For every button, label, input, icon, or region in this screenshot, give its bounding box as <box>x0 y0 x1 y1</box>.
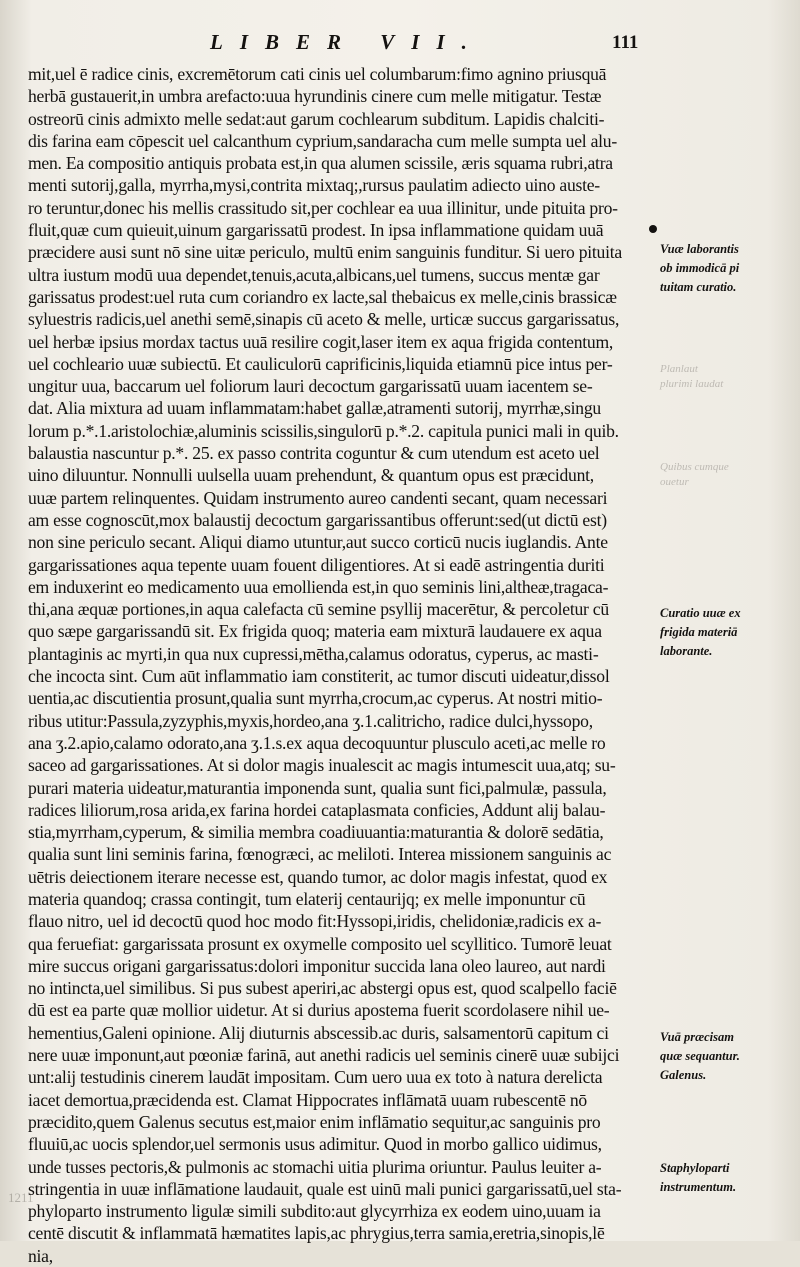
text-line: herbā gustauerit,in umbra arefacto:uua hyrundinis cinere cum melle mitigatur. Testæ <box>28 86 602 107</box>
margin-note-line: Vuæ laborantis <box>660 242 739 256</box>
bleed-through-text <box>660 460 780 490</box>
text-line: gargarissationes aqua tepente uuam fouent diligentiores. At si eadē astringentia duriti <box>28 554 605 575</box>
margin-note <box>660 604 796 661</box>
paragraph-marker-icon <box>649 225 657 233</box>
text-line: uētris deiectionem iterare necesse est, quando tumor, ac dolor magis infestat, quod ex <box>28 866 608 887</box>
text-line: qua feruefiat: gargarissata prosunt ex oxymelle composito uel scyllitico. Tumorē leuat <box>28 933 612 954</box>
bleed-through-line: plurimi laudat <box>660 378 724 390</box>
margin-note <box>660 1028 796 1085</box>
text-line: radices liliorum,rosa arida,ex farina hordei cataplasmata conficies, Addunt alij balau- <box>28 799 606 820</box>
text-line: che incocta sint. Cum aūt inflammatio iam constiterit, ac tumor discuti uideatur,dissol <box>28 666 610 687</box>
margin-note-line: Curatio uuæ ex <box>660 606 741 620</box>
text-line: fluit,quæ cum quieuit,uinum gargarissatū prodest. In ipsa inflammatione quidam uuā <box>28 220 604 241</box>
text-line: ungitur uua, baccarum uel foliorum lauri decoctum gargarissatū uuam iacentem se- <box>28 376 593 397</box>
margin-note-line: tuitam curatio. <box>660 280 737 294</box>
text-line: uuæ partem relinquentes. Quidam instrumento aureo candenti secant, quam necessari <box>28 487 608 508</box>
text-line: dis farina eam cōpescit uel calcanthum cyprium,sandaracha cum melle sumpta uel alu- <box>28 130 617 151</box>
margin-note-line: instrumentum. <box>660 1180 737 1194</box>
margin-note <box>660 240 796 297</box>
text-line: mit,uel ē radice cinis, excremētorum cati cinis uel columbarum:fimo agnino priusquā <box>28 64 607 84</box>
running-head: LIBER VII. <box>210 30 484 54</box>
text-line: em induxerint eo medicamento uua emollienda est,in quo seminis lini,altheæ,tragaca- <box>28 576 609 597</box>
text-line: non sine periculo secant. Aliqui diamo utuntur,aut succo corticū nucis iuglandis. Ante <box>28 532 608 553</box>
text-line: præcidito,quem Galenus secutus est,maior enim inflāmatio sequitur,ac sanguinis pro <box>28 1111 601 1132</box>
main-text-block <box>28 63 660 1267</box>
text-line: balaustia nascuntur p.*. 25. ex passo contrita coguntur & cum utendum est aceto uel <box>28 443 600 464</box>
text-line: dū est ea parte quæ mollior uidetur. At si durius apostema fuerit scordolasere nihil ue- <box>28 1000 610 1021</box>
text-line: centē discutit & inflammatā hæmatites lapis,ac phrygius,terra samia,eretria,sinopis,lē <box>28 1223 605 1244</box>
text-line: ribus utitur:Passula,zyzyphis,myxis,hordeo,ana ʒ.1.calitricho, radice dulci,hyssopo, <box>28 710 593 731</box>
text-line: syluestris radicis,uel anethi semē,sinapis cū aceto & melle, urticæ succus gargarissatus, <box>28 309 620 330</box>
text-line: uentia,ac discutientia prosunt,qualia sunt myrrha,crocum,ac cyperus. At nostri mitio- <box>28 688 603 709</box>
text-line: unt:alij testudinis cinerem laudāt impositam. Cum uero uua ex toto à natura derelicta <box>28 1067 603 1088</box>
text-line: menti sutorij,galla, myrrha,mysi,contrita mixtaq;,rursus paulatim adiecto uino auste- <box>28 175 600 196</box>
text-line: lorum p.*.1.aristolochiæ,aluminis scissilis,singulorū p.*.2. capitula punici mali in quib. <box>28 420 619 441</box>
text-line: uel cochleario uuæ subiectū. Et cauliculorū caprificinis,liquida etiamnū pice intus per- <box>28 353 613 374</box>
text-line: ana ʒ.2.apio,calamo odorato,ana ʒ.1.s.ex aqua decoquuntur plusculo aceti,ac melle ro <box>28 732 606 753</box>
text-line: ultra iustum modū uua dependet,tenuis,acuta,albicans,uel tumens, succus mentæ gar <box>28 264 600 285</box>
bleed-through-text <box>660 362 780 392</box>
text-line: unde tusses pectoris,& pulmonis ac stomachi uitia plurima oriuntur. Paulus leuiter a- <box>28 1156 602 1177</box>
margin-note-line: frigida materiā <box>660 625 738 639</box>
text-line: ostreorū cinis admixto melle sedat:aut garum cochlearum subditum. Lapidis chalciti- <box>28 108 605 129</box>
bleed-through-line: ouetur <box>660 476 689 488</box>
text-line: præcidere ausi sunt nō sine uitæ periculo, multū enim sanguinis funditur. Si uero pituita <box>28 242 622 263</box>
margin-note-line: Staphyloparti <box>660 1161 730 1175</box>
margin-note-line: quæ sequantur. <box>660 1049 740 1063</box>
text-line: no intincta,uel similibus. Si pus subest aperiri,ac abstergi opus est, quod scalpello faciē <box>28 978 617 999</box>
text-line: stia,myrrham,cyperum, & similia membra coadiuuantia:maturantia & dolorē sedātia, <box>28 822 604 843</box>
margin-note <box>660 1159 796 1197</box>
text-line: flauo nitro, uel id decoctū quod hoc modo fit:Hyssopi,iridis, chelidoniæ,radicis ex a- <box>28 911 602 932</box>
text-line: nia, <box>28 1245 53 1266</box>
margin-note-line: laborante. <box>660 644 713 658</box>
page-number: 111 <box>612 32 639 53</box>
text-line: quo sæpe gargarissandū sit. Ex frigida quoq; materia eam mixturā laudauere ex aqua <box>28 621 602 642</box>
text-line: iacet demortua,præcidenda est. Clamat Hippocrates inflāmatā uuam rubescentē nō <box>28 1089 587 1110</box>
text-line: plantaginis ac myrti,in qua nux cupressi,mētha,calamus odoratus, cyperus, ac masti- <box>28 643 599 664</box>
text-line: thi,ana æquæ portiones,in aqua calefacta cū semine psyllij macerētur, & percoletur cū <box>28 599 609 620</box>
text-line: garissatus prodest:uel ruta cum coriandro ex lacte,sal thebaicus ex melle,cinis brassicæ <box>28 286 617 307</box>
text-line: uel herbæ ipsius mordax tactus uuā resilire cogit,laser item ex aqua frigida contentum, <box>28 331 614 352</box>
text-line: purari materia uideatur,maturantia imponenda sunt, qualia sunt fici,palmulæ, passula, <box>28 777 607 798</box>
text-line: nere uuæ imponunt,aut pœoniæ farinā, aut anethi radicis uel seminis cinerē uuæ subijci <box>28 1045 620 1066</box>
margin-note-line: Galenus. <box>660 1068 707 1082</box>
text-line: mire succus origani gargarissatus:dolori imponitur succida lana oleo laureo, aut nardi <box>28 955 606 976</box>
text-line: saceo ad gargarissationes. At si dolor magis inualescit ac magis intumescit uua,atq; su- <box>28 755 616 776</box>
text-line: hementius,Galeni opinione. Alij diuturnis abscessib.ac duris, salsamentorū capitum ci <box>28 1022 609 1043</box>
text-line: qualia sunt lini seminis farina, fœnogræci, ac meliloti. Interea missionem sanguinis ac <box>28 844 612 865</box>
bleed-through-line: Quibus cumque <box>660 461 729 473</box>
text-line: uino diluuntur. Nonnulli uulsella uuam prehendunt, & quantum opus est præcidunt, <box>28 465 594 486</box>
text-line: fluuiū,ac uocis splendor,uel sermonis usus adimitur. Quod in morbo gallico uidimus, <box>28 1134 602 1155</box>
text-line: stringentia in uuæ inflāmatione laudauit, quale est uinū mali punici gargarissatū,uel sta- <box>28 1178 622 1199</box>
text-line: am esse cognoscūt,mox balaustij decoctum gargarissantibus offerunt:sed(ut dictū est) <box>28 509 607 530</box>
text-line: phyloparto instrumento ligulæ simili subdito:aut glycyrrhiza ex eodem uino,uuam ia <box>28 1201 601 1222</box>
text-line: dat. Alia mixtura ad uuam inflammatam:habet gallæ,atramenti sutorij, myrrhæ,singu <box>28 398 601 419</box>
text-line: men. Ea compositio antiquis probata est,in qua alumen scissile, æris squama rubri,atra <box>28 153 613 174</box>
bleed-through-text: 1211 <box>8 1190 34 1205</box>
text-line: materia quandoq; crassa contingit, tum elaterij centaurijq; ex melle imponuntur cū <box>28 888 586 909</box>
text-line: ro teruntur,donec his mellis crassitudo sit,per cochlear ea uua illinitur, unde pituita pro- <box>28 197 618 218</box>
bleed-through-line: Planlaut <box>660 363 698 375</box>
margin-note-line: ob immodicā pi <box>660 261 740 275</box>
margin-note-line: Vuā præcisam <box>660 1030 734 1044</box>
